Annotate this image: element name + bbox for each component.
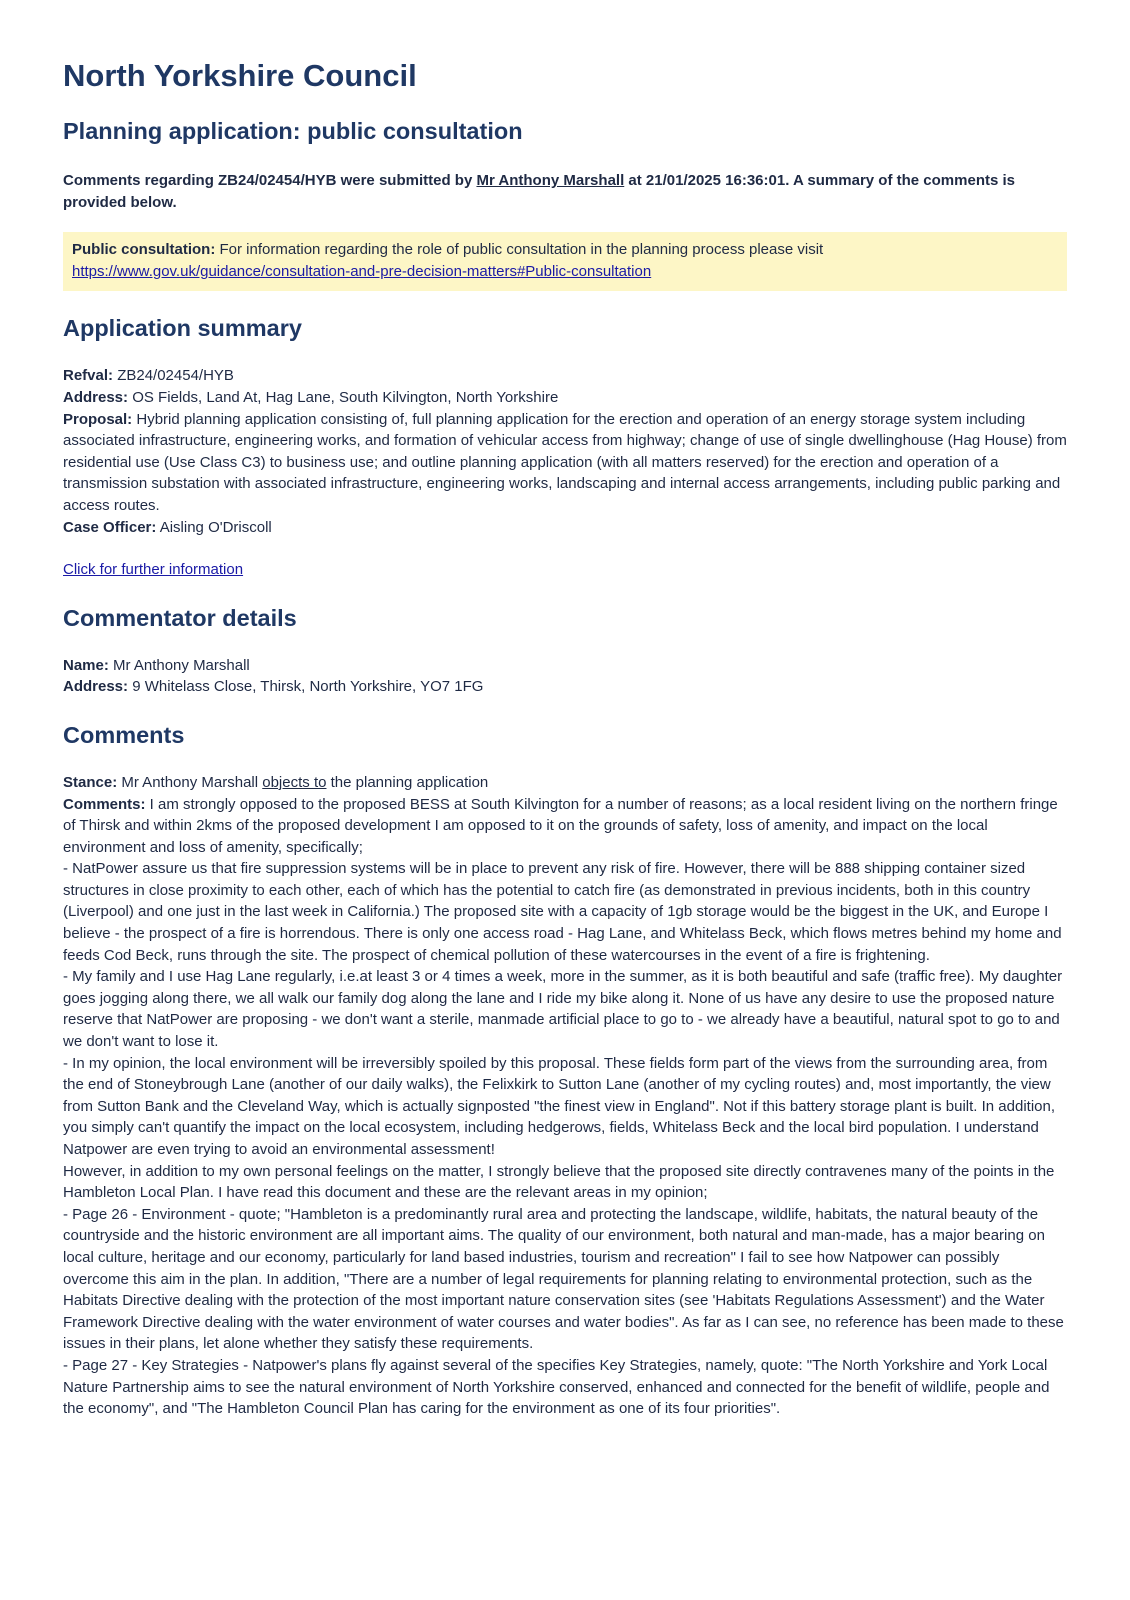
stance-suffix: the planning application <box>326 773 489 791</box>
council-title: North Yorkshire Council <box>63 58 417 93</box>
further-information-link[interactable]: Click for further information <box>63 561 244 579</box>
stance-label: Stance: <box>63 773 118 791</box>
consultation-guidance-link[interactable]: https://www.gov.uk/guidance/consultation-and-pre-decision-matters#Public-consultation <box>72 262 652 280</box>
commentator-address-value: 9 Whitelass Close, Thirsk, North Yorkshire, YO7 1FG <box>128 678 484 696</box>
application-summary-heading: Application summary <box>63 315 302 342</box>
consultation-notice <box>63 232 1067 291</box>
commentator-link[interactable]: Mr Anthony Marshall <box>476 172 625 189</box>
case-officer-value: Aisling O'Driscoll <box>156 518 272 536</box>
comment-paragraph: However, in addition to my own personal feelings on the matter, I strongly believe that the proposed site directly contravenes many of the points in the Hambleton Local Plan. I have read this document and these are the relevant areas in my opinion; <box>63 1162 1055 1202</box>
comment-paragraph: - My family and I use Hag Lane regularly, i.e.at least 3 or 4 times a week, more in the summer, as it is both beautiful and safe (traffic free). My daughter goes jogging along there, we all walk our family dog along the lane and I ride my bike along it. None of us have any desire to use the proposed nature reserve that NatPower are proposing - we don't want a sterile, manmade artificial place to go to - we already have a beautiful, natural spot to go to and we don't want to lose it. <box>63 968 1063 1051</box>
refval-row <box>63 365 1067 387</box>
comments-body <box>63 772 1067 1420</box>
refval-label: Refval: <box>63 367 114 385</box>
comment-paragraph: - Page 27 - Key Strategies - Natpower's plans fly against several of the specifies Key Strategies, namely, quote: "The North Yorkshire and York Local Nature Partnership aims to see the natural environment of North Yorkshire conserved, enhanced and connected for the benefit of wildlife, people and the economy", and "The Hambleton Council Plan has caring for the environment as one of its four priorities". <box>63 1356 1050 1418</box>
submission-intro <box>63 170 1067 213</box>
stance-row <box>63 772 1067 794</box>
proposal-value: Hybrid planning application consisting of, full planning application for the erection and operation of an energy storage system including associated infrastructure, engineering works, and formation of vehicular access from highway; change of use of single dwellinghouse (Hag House) from residential use (Use Class C3) to business use; and outline planning application (with all matters reserved) for the erection and operation of a transmission substation with associated infrastructure, engineering works, landscaping and internal access arrangements, including public parking and access routes. <box>63 410 1067 514</box>
stance-prefix: Mr Anthony Marshall <box>117 773 263 791</box>
further-info-row <box>63 559 1067 581</box>
notice-label: Public consultation: <box>72 241 216 259</box>
comments-heading: Comments <box>63 721 185 748</box>
stance-link[interactable]: objects to <box>262 773 327 791</box>
page-subtitle: Planning application: public consultation <box>63 118 523 144</box>
proposal-row <box>63 409 1067 517</box>
commentator-name-row <box>63 655 1067 677</box>
commentator-details <box>63 655 1067 698</box>
case-officer-label: Case Officer: <box>63 518 157 536</box>
comment-text: I am strongly opposed to the proposed BESS at South Kilvington for a number of reasons; as a local resident living on the northern fringe of Thirsk and within 2kms of the proposed development I am opposed to it on the grounds of safety, loss of amenity, and impact on the local environment and loss of amenity, specifically; <box>63 795 1058 856</box>
comment-paragraph <box>63 794 1067 859</box>
commentator-address-label: Address: <box>63 678 129 696</box>
commentator-name-label: Name: <box>63 656 109 674</box>
comment-paragraph: - In my opinion, the local environment will be irreversibly spoiled by this proposal. These fields form part of the views from the surrounding area, from the end of Stoneybrough Lane (another of our daily walks), the Felixkirk to Sutton Lane (another of my cycling routes) and, most importantly, the view from Sutton Bank and the Cleveland Way, which is actually signposted "the finest view in England". Not if this battery storage plant is built. In addition, you simply can't quantify the impact on the local ecosystem, including hedgerows, fields, Whitelass Beck and the local bird population. I understand Natpower are even trying to avoid an environmental assessment! <box>63 1054 1056 1158</box>
refval-value: ZB24/02454/HYB <box>113 367 234 385</box>
intro-prefix: Comments regarding ZB24/02454/HYB were submitted by <box>63 172 477 189</box>
address-label: Address: <box>63 388 129 406</box>
comments-label: Comments: <box>63 795 146 813</box>
commentator-name-value: Mr Anthony Marshall <box>108 656 250 674</box>
address-value: OS Fields, Land At, Hag Lane, South Kilvington, North Yorkshire <box>128 388 559 406</box>
comment-paragraph: - NatPower assure us that fire suppression systems will be in place to prevent any risk of fire. However, there will be 888 shipping container sized structures in close proximity to each other, each of which has the potential to catch fire (as demonstrated in previous incidents, both in this country (Liverpool) and one just in the last week in California.) The proposed site with a capacity of 1gb storage would be the biggest in the UK, and Europe I believe - the prospect of a fire is horrendous. There is only one access road - Hag Lane, and Whitelass Beck, which flows metres behind my home and feeds Cod Beck, runs through the site. The prospect of chemical pollution of these watercourses in the event of a fire is frightening. <box>63 860 1062 964</box>
case-officer-row <box>63 517 1067 539</box>
comment-paragraph: - Page 26 - Environment - quote; "Hambleton is a predominantly rural area and protecting the landscape, wildlife, habitats, the natural beauty of the countryside and the historic environment are all important aims. The quality of our environment, both natural and man-made, has a major bearing on local culture, heritage and our economy, particularly for land based industries, tourism and recreation" I fail to see how Natpower can possibly overcome this aim in the plan. In addition, "There are a number of legal requirements for planning relating to environmental protection, such as the Habitats Directive dealing with the protection of the most important nature conservation sites (see 'Habitats Regulations Assessment') and the Water Framework Directive dealing with the water environment of water courses and water bodies". As far as I can see, no reference has been made to these issues in their plans, let alone whether they satisfy these requirements. <box>63 1205 1064 1353</box>
proposal-label: Proposal: <box>63 410 133 428</box>
intro-suffix: at 21/01/2025 16:36:01. A summary of the comments is provided below. <box>63 172 1015 211</box>
application-summary <box>63 365 1067 538</box>
address-row <box>63 387 1067 409</box>
commentator-details-heading: Commentator details <box>63 604 297 631</box>
notice-text: For information regarding the role of public consultation in the planning process please visit <box>215 241 824 259</box>
commentator-address-row <box>63 676 1067 698</box>
